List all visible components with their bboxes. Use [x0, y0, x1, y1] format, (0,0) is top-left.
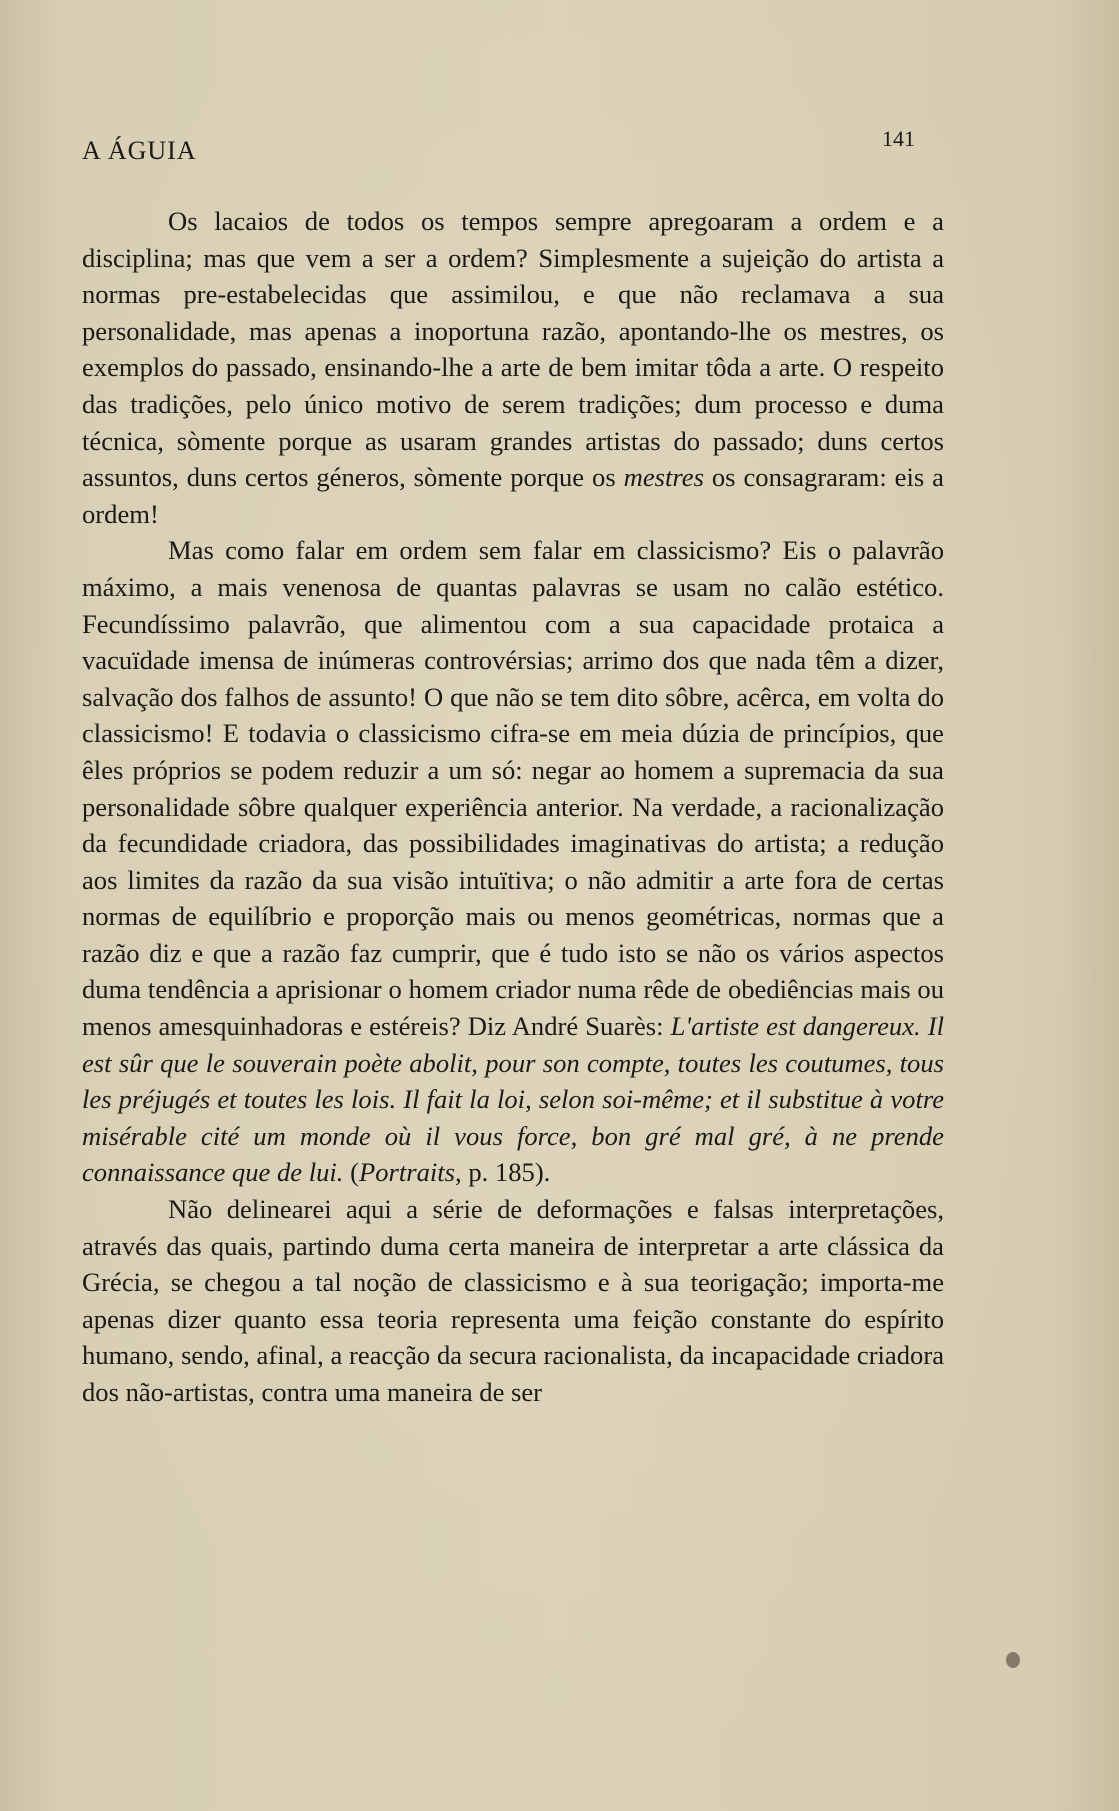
quote-suares: L'artiste est dangereux. Il est sûr que le souverain poète abolit, pour son compte, toutes les coutumes, tous les préjugés et toutes les lois. Il fait la loi, selon soi-même; et il substitue à votre misérable cité um monde où il vous force, bon gré mal gré, à ne prende connaissance que de lui. [82, 1011, 944, 1188]
paragraph-2-text: Mas como falar em ordem sem falar em classicismo? Eis o palavrão máximo, a mais venenosa de quantas palavras se usam no calão estético. Fecundíssimo palavrão, que alimentou com a sua capacidade protaica a vacuïdade imensa de inúmeras controvérsias; arrimo dos que nada têm a dizer, salvação dos falhos de assunto! O que não se tem dito sôbre, acêrca, em volta do classicismo! E todavia o classicismo cifra-se em meia dúzia de princípios, que êles próprios se podem reduzir a um só: negar ao homem a supremacia da sua personalidade sôbre qualquer experiência anterior. Na verdade, a racionalização da fecundidade criadora, das possibilidades imaginativas do artista; a redução aos limites da razão da sua visão intuïtiva; o não admitir a arte fora de certas normas de equilíbrio e proporção mais ou menos geométricas, normas que a razão diz e que a razão faz cumprir, que é tudo isto se não os vários aspectos duma tendência a aprisionar o homem criador numa rêde de obediências mais ou menos amesquinhadoras e estéreis? Diz André Suarès: [82, 535, 944, 1042]
paragraph-3 [82, 1191, 944, 1411]
paragraph-3-text: Não delinearei aqui a série de deformações e falsas interpretações, através das quais, partindo duma certa maneira de interpretar a arte clássica da Grécia, se chegou a tal noção de classicismo e à sua teorigação; importa-me apenas dizer quanto essa teoria representa uma feição constante do espírito humano, sendo, afinal, a reacção da secura racionalista, da incapacidade criadora dos não-artistas, contra uma maneira de ser [82, 1194, 944, 1407]
paragraph-1-text: Os lacaios de todos os tempos sempre apregoaram a ordem e a disciplina; mas que vem a ser a ordem? Simplesmente a sujeição do artista a normas pre-estabelecidas que assimilou, e que não reclamava a sua personalidade, mas apenas a inoportuna razão, apontando-lhe os mestres, os exemplos do passado, ensinando-lhe a arte de bem imitar tôda a arte. O respeito das tradições, pelo único motivo de serem tradições; dum processo e duma técnica, sòmente porque as usaram grandes artistas do passado; duns certos assuntos, duns certos géneros, sòmente porque os [82, 206, 944, 493]
citation-open: ( [350, 1157, 359, 1188]
citation-page: p. 185). [468, 1157, 551, 1188]
page-number: 141 [882, 126, 915, 151]
body-text [82, 203, 944, 1411]
italic-word-mestres: mestres [623, 462, 704, 493]
ink-speck [1006, 1652, 1020, 1668]
paragraph-1-end: os consagraram: eis a ordem! [82, 462, 944, 529]
running-head: A ÁGUIA [82, 136, 197, 165]
paragraph-1 [82, 203, 944, 532]
citation-title: Portraits, [358, 1157, 462, 1188]
paragraph-2 [82, 532, 944, 1191]
